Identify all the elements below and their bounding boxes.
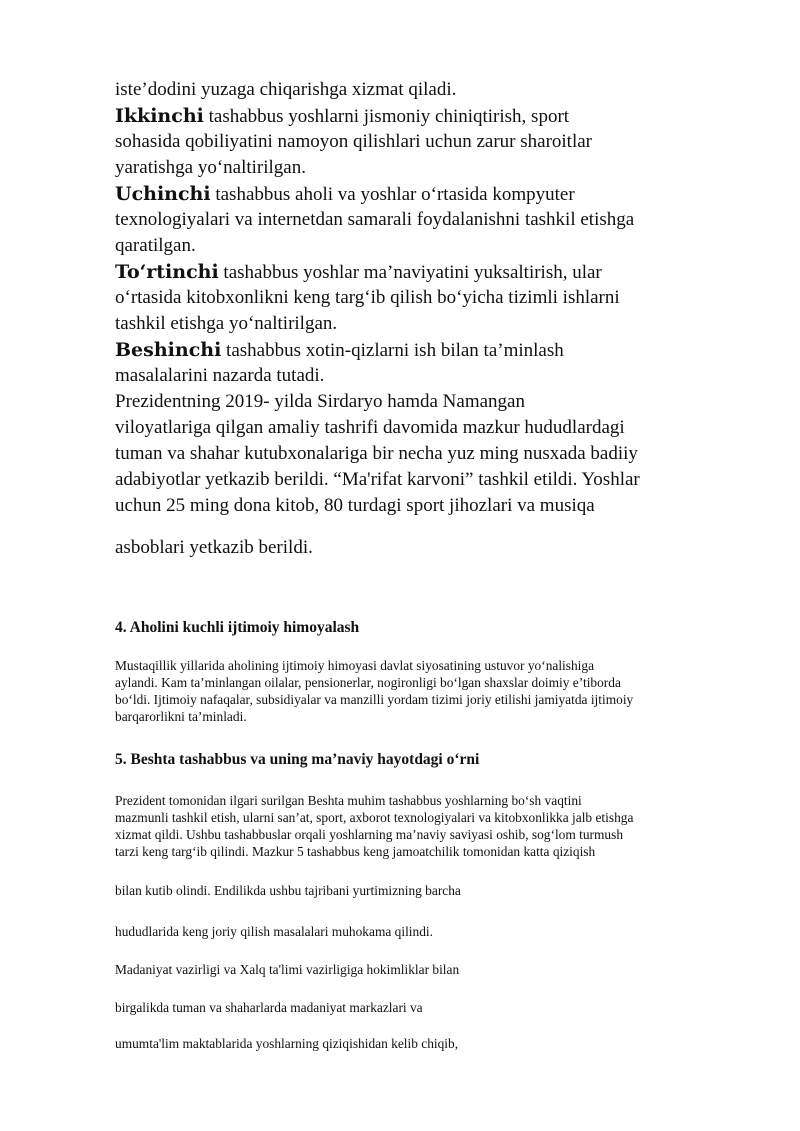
body-line: o‘rtasida kitobxonlikni keng targ‘ib qilish bo‘yicha tizimli ishlarni — [115, 287, 620, 308]
section-line: birgalikda tuman va shaharlarda madaniyat markazlari va — [115, 1000, 423, 1015]
initiative-lead: To‘rtinchi — [115, 261, 219, 283]
body-line: iste’dodini yuzaga chiqarishga xizmat qiladi. — [115, 79, 457, 100]
initiative-line — [115, 181, 575, 208]
initiative-line — [115, 337, 564, 364]
section-line: Madaniyat vazirligi va Xalq ta'limi vazirligiga hokimliklar bilan — [115, 962, 460, 977]
body-line: yaratishga yo‘naltirilgan. — [115, 157, 306, 178]
body-line: tuman va shahar kutubxonalariga bir necha yuz ming nusxada badiiy — [115, 443, 638, 464]
initiative-lead: Ikkinchi — [115, 105, 204, 127]
body-line: masalalarini nazarda tutadi. — [115, 365, 325, 386]
section-line: barqarorlikni ta’minladi. — [115, 709, 247, 724]
section-line: tarzi keng targ‘ib qilindi. Mazkur 5 tashabbus keng jamoatchilik tomonidan katta qiziqish — [115, 844, 596, 859]
section-line: Mustaqillik yillarida aholining ijtimoiy himoyasi davlat siyosatining ustuvor yo‘nalishiga — [115, 658, 595, 673]
body-line: viloyatlariga qilgan amaliy tashrifi davomida mazkur hududlardagi — [115, 417, 625, 438]
body-line: uchun 25 ming dona kitob, 80 turdagi sport jihozlari va musiqa — [115, 495, 595, 516]
section-line: hududlarida keng joriy qilish masalalari muhokama qilindi. — [115, 924, 433, 939]
section-line: Prezident tomonidan ilgari surilgan Beshta muhim tashabbus yoshlarning bo‘sh vaqtini — [115, 793, 582, 808]
section-line: aylandi. Kam ta’minlangan oilalar, pensionerlar, nogironligi bo‘lgan shaxslar doimiy e’tiborda — [115, 675, 621, 690]
initiative-line — [115, 259, 602, 286]
body-line: qaratilgan. — [115, 235, 196, 256]
body-line: sohasida qobiliyatini namoyon qilishlari uchun zarur sharoitlar — [115, 131, 593, 152]
initiative-text: tashabbus yoshlar ma’naviyatini yuksaltirish, ular — [218, 262, 602, 283]
section-line: xizmat qildi. Ushbu tashabbuslar orqali yoshlarning ma’naviy saviyasi oshib, sog‘lom turmush — [115, 827, 624, 842]
initiative-text: tashabbus aholi va yoshlar o‘rtasida kompyuter — [210, 184, 575, 205]
section-line: bilan kutib olindi. Endilikda ushbu tajribani yurtimizning barcha — [115, 883, 461, 898]
section-heading: 5. Beshta tashabbus va uning ma’naviy hayotdagi o‘rni — [115, 751, 480, 768]
initiative-lead: Uchinchi — [115, 183, 211, 205]
section-line: umumta'lim maktablarida yoshlarning qiziqishidan kelib chiqib, — [115, 1036, 459, 1051]
initiative-text: tashabbus xotin-qizlarni ish bilan ta’minlash — [221, 340, 564, 361]
initiative-line — [115, 103, 569, 130]
body-line: texnologiyalari va internetdan samarali foydalanishni tashkil etishga — [115, 209, 635, 230]
section-heading: 4. Aholini kuchli ijtimoiy himoyalash — [115, 619, 360, 636]
body-line: adabiyotlar yetkazib berildi. “Ma'rifat karvoni” tashkil etildi. Yoshlar — [115, 469, 640, 490]
initiative-lead: Beshinchi — [115, 339, 222, 361]
initiative-text: tashabbus yoshlarni jismoniy chiniqtirish, sport — [203, 106, 570, 127]
section-line: bo‘ldi. Ijtimoiy nafaqalar, subsidiyalar va manzilli yordam tizimi joriy etilishi jamiyatda ijtimoiy — [115, 692, 634, 707]
body-line: asboblari yetkazib berildi. — [115, 537, 313, 558]
body-line: tashkil etishga yo‘naltirilgan. — [115, 313, 338, 334]
body-line: Prezidentning 2019- yilda Sirdaryo hamda Namangan — [115, 391, 525, 412]
section-line: mazmunli tashkil etish, ularni san’at, sport, axborot texnologiyalari va kitobxonlikka jalb etishga — [115, 810, 634, 825]
